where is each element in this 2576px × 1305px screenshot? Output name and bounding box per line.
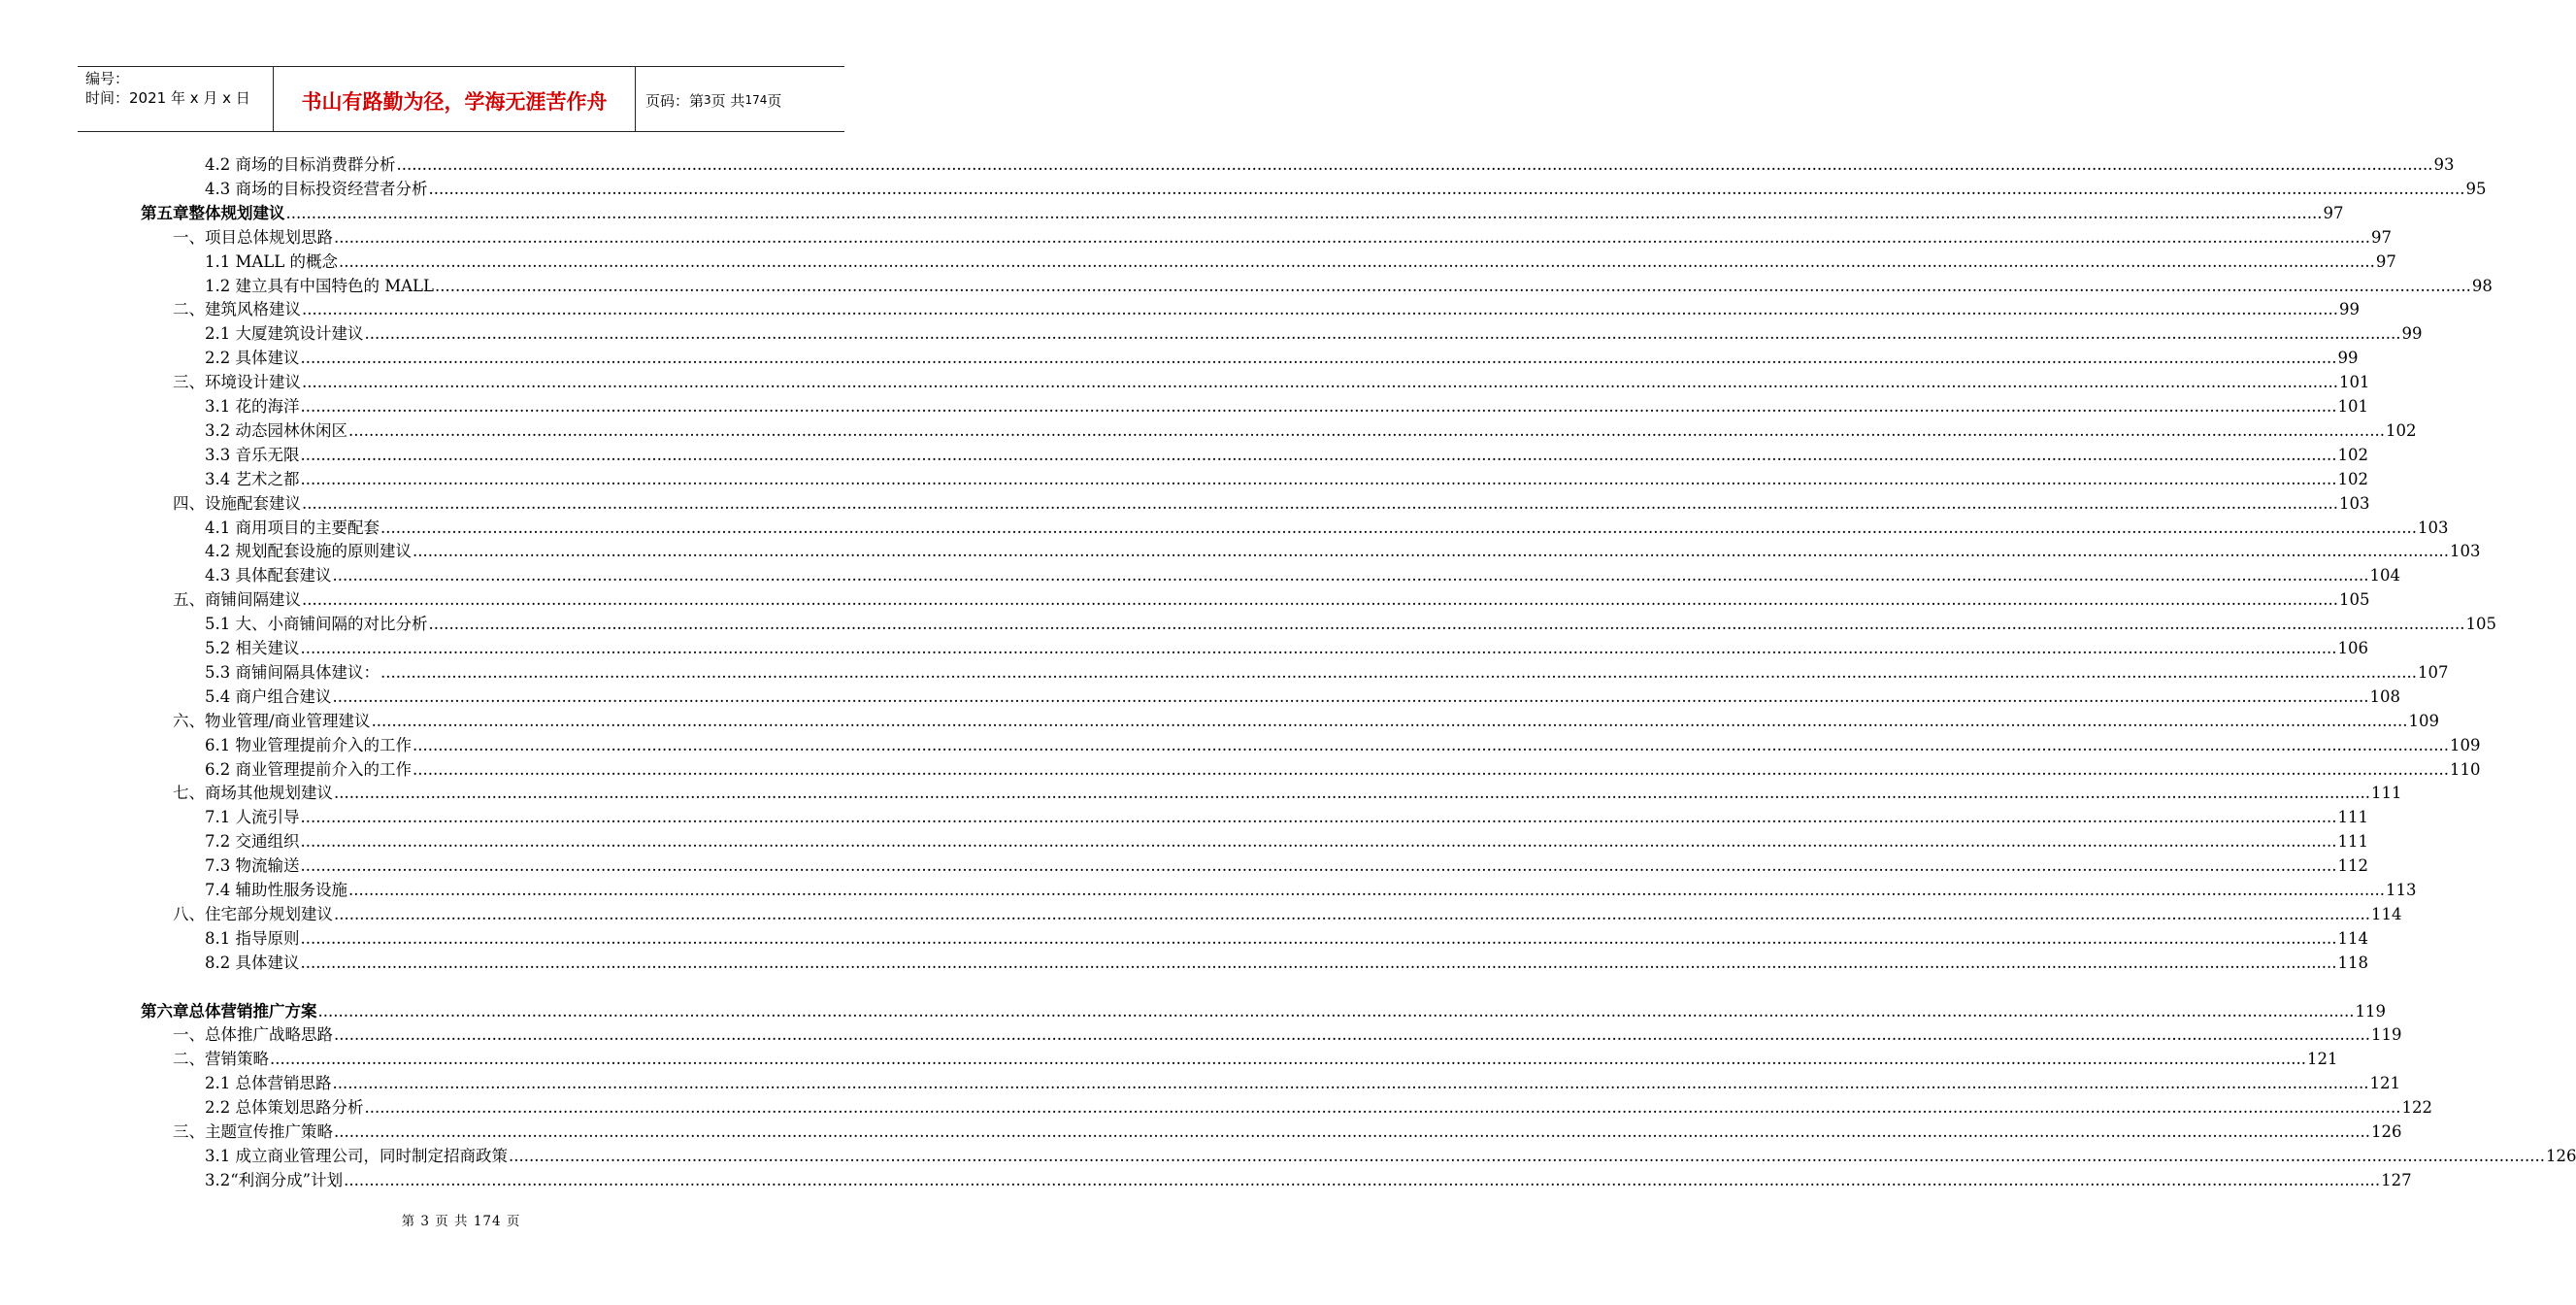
- toc-entry[interactable]: [205, 1072, 2400, 1095]
- toc-entry[interactable]: [205, 686, 2400, 709]
- toc-leader-dots: ................................................................................................................................................................................................................................................................................................................................................................................................................: [300, 445, 2337, 464]
- toc-entry-title: 第五章整体规划建议: [141, 203, 285, 222]
- toc-entry-page: 114: [2337, 928, 2368, 948]
- toc-entry-title: 4.1 商用项目的主要配套: [205, 518, 380, 537]
- toc-leader-dots: ................................................................................................................................................................................................................................................................................................................................................................................................................: [302, 493, 2338, 513]
- toc-leader-dots: ................................................................................................................................................................................................................................................................................................................................................................................................................: [300, 808, 2337, 827]
- toc-entry[interactable]: [205, 661, 2449, 685]
- toc-entry-title: 4.2 商场的目标消费群分析: [205, 155, 396, 174]
- toc-entry-title: 3.4 艺术之都: [205, 469, 300, 488]
- toc-entry[interactable]: [205, 275, 2493, 298]
- toc-entry[interactable]: [205, 1169, 2412, 1192]
- toc-entry[interactable]: [205, 419, 2417, 443]
- toc-leader-dots: ................................................................................................................................................................................................................................................................................................................................................................................................................: [332, 566, 2369, 586]
- toc-entry-page: 101: [2337, 397, 2368, 416]
- toc-entry[interactable]: [205, 468, 2368, 491]
- toc-entry-title: 四、设施配套建议: [173, 493, 301, 513]
- toc-entry-title: 三、环境设计建议: [173, 373, 301, 392]
- toc-entry[interactable]: [205, 178, 2487, 201]
- toc-entry-page: 97: [2323, 203, 2344, 222]
- toc-leader-dots: ................................................................................................................................................................................................................................................................................................................................................................................................................: [380, 518, 2417, 537]
- toc-leader-dots: ................................................................................................................................................................................................................................................................................................................................................................................................................: [300, 928, 2337, 948]
- toc-entry-page: 102: [2337, 469, 2368, 488]
- toc-leader-dots: ................................................................................................................................................................................................................................................................................................................................................................................................................: [332, 686, 2369, 706]
- toc-entry[interactable]: [173, 1048, 2338, 1071]
- toc-leader-dots: ................................................................................................................................................................................................................................................................................................................................................................................................................: [380, 662, 2417, 682]
- toc-entry-page: 109: [2408, 711, 2440, 730]
- toc-entry[interactable]: [205, 637, 2368, 660]
- toc-entry-title: 七、商场其他规划建议: [173, 784, 333, 803]
- toc-entry[interactable]: [205, 734, 2481, 757]
- toc-leader-dots: ................................................................................................................................................................................................................................................................................................................................................................................................................: [434, 276, 2471, 295]
- toc-entry-title: 6.1 物业管理提前介入的工作: [205, 735, 412, 754]
- toc-entry-page: 99: [2401, 324, 2423, 344]
- toc-entry[interactable]: [173, 903, 2402, 926]
- toc-entry-page: 97: [2370, 227, 2392, 247]
- toc-entry-page: 105: [2338, 590, 2370, 610]
- toc-entry[interactable]: [205, 1145, 2576, 1168]
- toc-leader-dots: ................................................................................................................................................................................................................................................................................................................................................................................................................: [334, 1122, 2370, 1141]
- toc-entry-page: 108: [2369, 686, 2400, 706]
- toc-leader-dots: ................................................................................................................................................................................................................................................................................................................................................................................................................: [338, 251, 2375, 271]
- toc-entry[interactable]: [205, 564, 2400, 587]
- toc-entry[interactable]: [205, 806, 2368, 829]
- toc-entry[interactable]: [205, 540, 2481, 563]
- toc-entry-page: 119: [2355, 1001, 2386, 1021]
- toc-entry-title: 1.1 MALL 的概念: [205, 251, 338, 271]
- toc-entry-page: 99: [2337, 349, 2359, 368]
- toc-leader-dots: ................................................................................................................................................................................................................................................................................................................................................................................................................: [371, 711, 2408, 730]
- toc-entry-page: 98: [2471, 276, 2493, 295]
- toc-leader-dots: ................................................................................................................................................................................................................................................................................................................................................................................................................: [300, 832, 2337, 852]
- toc-entry-page: 110: [2449, 759, 2481, 779]
- toc-entry[interactable]: [173, 1121, 2402, 1144]
- toc-leader-dots: ................................................................................................................................................................................................................................................................................................................................................................................................................: [285, 203, 2323, 222]
- toc-leader-dots: ................................................................................................................................................................................................................................................................................................................................................................................................................: [300, 953, 2337, 972]
- page-current: 3: [704, 93, 711, 107]
- toc-leader-dots: ................................................................................................................................................................................................................................................................................................................................................................................................................: [302, 373, 2338, 392]
- toc-leader-dots: ................................................................................................................................................................................................................................................................................................................................................................................................................: [396, 155, 2433, 174]
- toc-entry-page: 127: [2381, 1170, 2412, 1189]
- toc-entry-page: 114: [2370, 904, 2402, 923]
- toc-entry-page: 109: [2449, 735, 2481, 754]
- toc-entry-page: 101: [2338, 373, 2370, 392]
- toc-leader-dots: ................................................................................................................................................................................................................................................................................................................................................................................................................: [348, 881, 2385, 899]
- toc-entry-page: 113: [2385, 881, 2417, 899]
- toc-entry-title: 3.3 音乐无限: [205, 445, 300, 464]
- number-label: 编号：: [85, 70, 130, 87]
- toc-entry-page: 112: [2337, 856, 2368, 876]
- toc-entry[interactable]: [173, 226, 2392, 250]
- toc-entry-page: 103: [2338, 493, 2370, 513]
- toc-entry-page: 102: [2385, 420, 2417, 440]
- toc-entry-title: 4.3 商场的目标投资经营者分析: [205, 179, 428, 198]
- toc-entry-page: 106: [2337, 639, 2368, 657]
- toc-entry-title: 2.1 大厦建筑设计建议: [205, 324, 364, 344]
- toc-leader-dots: ................................................................................................................................................................................................................................................................................................................................................................................................................: [428, 615, 2465, 634]
- page-footer: 第 3 页 共 174 页: [401, 1214, 521, 1229]
- toc-leader-dots: ................................................................................................................................................................................................................................................................................................................................................................................................................: [334, 227, 2370, 247]
- toc-entry-page: 111: [2370, 784, 2402, 803]
- toc-entry-page: 105: [2465, 615, 2496, 634]
- toc-entry-title: 8.1 指导原则: [205, 928, 300, 948]
- toc-entry[interactable]: [205, 395, 2368, 418]
- toc-entry-title: 3.1 成立商业管理公司，同时制定招商政策: [205, 1146, 508, 1165]
- toc-entry-page: 118: [2337, 953, 2368, 972]
- toc-entry[interactable]: [141, 1000, 2386, 1023]
- toc-leader-dots: ................................................................................................................................................................................................................................................................................................................................................................................................................: [300, 856, 2337, 876]
- toc-entry-title: 二、建筑风格建议: [173, 300, 301, 319]
- toc-entry-title: 7.1 人流引导: [205, 808, 300, 827]
- toc-leader-dots: ................................................................................................................................................................................................................................................................................................................................................................................................................: [300, 349, 2337, 368]
- toc-leader-dots: ................................................................................................................................................................................................................................................................................................................................................................................................................: [300, 639, 2337, 657]
- toc-entry-title: 5.1 大、小商铺间隔的对比分析: [205, 615, 428, 634]
- page-total: 174: [744, 93, 768, 107]
- toc-entry[interactable]: [173, 371, 2370, 394]
- toc-entry-title: 2.2 具体建议: [205, 349, 300, 368]
- toc-entry-title: 五、商铺间隔建议: [173, 590, 301, 610]
- toc-entry-page: 97: [2375, 251, 2396, 271]
- toc-entry-title: 1.2 建立具有中国特色的 MALL: [205, 276, 434, 295]
- toc-leader-dots: ................................................................................................................................................................................................................................................................................................................................................................................................................: [428, 179, 2465, 198]
- toc-entry-title: 8.2 具体建议: [205, 953, 300, 972]
- toc-entry-page: 126: [2370, 1122, 2402, 1141]
- toc-leader-dots: ................................................................................................................................................................................................................................................................................................................................................................................................................: [348, 420, 2385, 440]
- toc-entry-page: 103: [2449, 542, 2481, 561]
- toc-leader-dots: ................................................................................................................................................................................................................................................................................................................................................................................................................: [300, 397, 2337, 416]
- toc-entry-page: 111: [2337, 808, 2368, 827]
- toc-entry-page: 104: [2369, 566, 2400, 586]
- toc-entry-page: 121: [2306, 1050, 2338, 1069]
- toc-entry[interactable]: [205, 153, 2455, 177]
- page-header: [78, 66, 844, 132]
- toc-entry-title: 5.3 商铺间隔具体建议：: [205, 662, 380, 682]
- header-motto: 书山有路勤为径，学海无涯苦作舟: [274, 67, 636, 131]
- toc-leader-dots: ................................................................................................................................................................................................................................................................................................................................................................................................................: [300, 469, 2337, 488]
- toc-leader-dots: ................................................................................................................................................................................................................................................................................................................................................................................................................: [413, 542, 2449, 561]
- toc-leader-dots: ................................................................................................................................................................................................................................................................................................................................................................................................................: [344, 1170, 2381, 1189]
- toc-entry-title: 7.2 交通组织: [205, 832, 300, 852]
- toc-leader-dots: ................................................................................................................................................................................................................................................................................................................................................................................................................: [334, 904, 2370, 923]
- toc-entry[interactable]: [141, 202, 2344, 225]
- toc-entry[interactable]: [205, 927, 2368, 951]
- toc-entry[interactable]: [205, 854, 2368, 878]
- toc-leader-dots: ................................................................................................................................................................................................................................................................................................................................................................................................................: [364, 324, 2401, 344]
- toc-entry-title: 3.2“利润分成”计划: [205, 1170, 344, 1189]
- toc-entry-title: 5.4 商户组合建议: [205, 686, 332, 706]
- page-prefix: 页码：第: [645, 91, 705, 110]
- toc-entry-title: 六、物业管理/商业管理建议: [173, 711, 371, 730]
- toc-entry[interactable]: [205, 517, 2449, 540]
- toc-entry-page: 99: [2338, 300, 2360, 319]
- toc-entry[interactable]: [205, 251, 2396, 274]
- toc-entry[interactable]: [205, 613, 2496, 636]
- toc-entry-page: 107: [2417, 662, 2449, 682]
- time-label: 时间：2021 年 x 月 x 日: [85, 89, 250, 107]
- toc-entry-title: 3.2 动态园林休闲区: [205, 420, 347, 440]
- toc-leader-dots: ................................................................................................................................................................................................................................................................................................................................................................................................................: [334, 784, 2370, 803]
- toc-entry-title: 2.1 总体营销思路: [205, 1074, 332, 1093]
- toc-entry-page: 126: [2545, 1146, 2576, 1165]
- header-meta: [78, 67, 274, 131]
- toc-entry-title: 6.2 商业管理提前介入的工作: [205, 759, 412, 779]
- toc-leader-dots: ................................................................................................................................................................................................................................................................................................................................................................................................................: [413, 759, 2449, 779]
- toc-entry[interactable]: [205, 347, 2359, 370]
- toc-entry[interactable]: [173, 298, 2360, 321]
- toc-entry[interactable]: [205, 879, 2417, 902]
- toc-entry-title: 7.4 辅助性服务设施: [205, 881, 347, 899]
- header-page-info: [636, 67, 844, 131]
- toc-leader-dots: ................................................................................................................................................................................................................................................................................................................................................................................................................: [302, 300, 2338, 319]
- toc-leader-dots: ................................................................................................................................................................................................................................................................................................................................................................................................................: [317, 1001, 2355, 1021]
- toc-entry-page: 93: [2433, 155, 2455, 174]
- page-mid: 页 共: [710, 91, 745, 110]
- page-suffix: 页: [767, 91, 782, 110]
- toc-entry-page: 111: [2337, 832, 2368, 852]
- toc-entry-title: 3.1 花的海洋: [205, 397, 300, 416]
- toc-leader-dots: ................................................................................................................................................................................................................................................................................................................................................................................................................: [413, 735, 2449, 754]
- toc-leader-dots: ................................................................................................................................................................................................................................................................................................................................................................................................................: [270, 1050, 2306, 1069]
- toc-entry-title: 八、住宅部分规划建议: [173, 904, 333, 923]
- toc-entry[interactable]: [205, 1096, 2432, 1120]
- toc-entry[interactable]: [205, 830, 2368, 853]
- toc-entry[interactable]: [205, 322, 2423, 346]
- toc-entry-title: 第六章总体营销推广方案: [141, 1001, 317, 1021]
- toc-entry-title: 一、总体推广战略思路: [173, 1025, 333, 1045]
- toc-entry-page: 102: [2337, 445, 2368, 464]
- toc-leader-dots: ................................................................................................................................................................................................................................................................................................................................................................................................................: [302, 590, 2338, 610]
- toc-entry[interactable]: [173, 588, 2370, 612]
- toc-entry-page: 119: [2370, 1025, 2402, 1045]
- toc-leader-dots: ................................................................................................................................................................................................................................................................................................................................................................................................................: [364, 1098, 2401, 1118]
- toc-entry[interactable]: [173, 782, 2402, 805]
- toc-entry[interactable]: [173, 1023, 2402, 1047]
- toc-entry[interactable]: [205, 952, 2368, 975]
- toc-entry-title: 二、营销策略: [173, 1050, 269, 1069]
- toc-leader-dots: ................................................................................................................................................................................................................................................................................................................................................................................................................: [332, 1074, 2369, 1093]
- toc-entry-title: 4.3 具体配套建议: [205, 566, 332, 586]
- toc-entry-page: 103: [2417, 518, 2449, 537]
- toc-leader-dots: ................................................................................................................................................................................................................................................................................................................................................................................................................: [509, 1146, 2545, 1165]
- toc-entry-title: 5.2 相关建议: [205, 639, 300, 657]
- toc-entry[interactable]: [173, 710, 2440, 733]
- toc-entry-page: 121: [2369, 1074, 2400, 1093]
- toc-entry-title: 一、项目总体规划思路: [173, 227, 333, 247]
- toc-entry-title: 7.3 物流输送: [205, 856, 300, 876]
- toc-entry[interactable]: [205, 758, 2481, 782]
- toc-entry[interactable]: [173, 492, 2370, 516]
- toc-entry-title: 2.2 总体策划思路分析: [205, 1098, 364, 1118]
- toc-leader-dots: ................................................................................................................................................................................................................................................................................................................................................................................................................: [334, 1025, 2370, 1045]
- toc-entry-page: 122: [2401, 1098, 2432, 1118]
- toc-entry-title: 三、主题宣传推广策略: [173, 1122, 333, 1141]
- toc-entry-title: 4.2 规划配套设施的原则建议: [205, 542, 412, 561]
- toc-entry-page: 95: [2465, 179, 2487, 198]
- toc-entry[interactable]: [205, 444, 2368, 467]
